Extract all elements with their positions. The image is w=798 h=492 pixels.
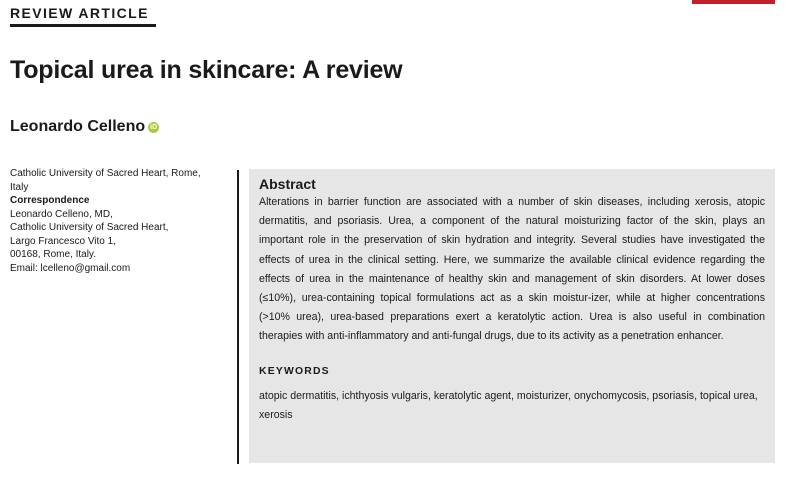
article-title: Topical urea in skincare: A review <box>10 56 403 84</box>
article-type-underline <box>10 24 156 27</box>
orcid-icon[interactable]: iD <box>150 123 158 131</box>
affiliation-block <box>10 167 220 275</box>
correspondence-line: Leonardo Celleno, MD, <box>10 208 113 220</box>
column-divider <box>237 170 239 464</box>
keywords-heading: KEYWORDS <box>259 365 330 377</box>
correspondence-line: Largo Francesco Vito 1, <box>10 235 116 247</box>
article-type-label: REVIEW ARTICLE <box>10 5 149 21</box>
correspondence-line: 00168, Rome, Italy. <box>10 249 96 260</box>
abstract-text: Alterations in barrier function are associated with a number of skin diseases, including xerosis, atopic dermatitis, and psoriasis. Urea, a component of the natural moisturizing factor of the skin, plays an important role in the preservation of skin hydration and integrity. Several studies have investigated the effects of urea in the clinical setting. Here, we summarize the available clinical evidence regarding the effects of urea in the maintenance of healthy skin and management of skin disorders. At lower doses (≤10%), urea-containing topical formulations act as a skin moistur-izer, while at higher concentrations (>10% urea), urea-based preparations exert a keratolytic action. Urea is also useful in combination therapies with anti-inflammatory and anti-fungal drugs, due to its activity as a penetration enhancer. <box>259 196 765 343</box>
author-name[interactable]: Leonardo Celleno <box>10 118 146 135</box>
correspondence-line: Catholic University of Sacred Heart, <box>10 222 169 233</box>
journal-tab <box>692 0 775 4</box>
abstract-heading: Abstract <box>259 176 316 192</box>
correspondence-email[interactable]: Email: lcelleno@gmail.com <box>10 262 131 274</box>
keywords-text: atopic dermatitis, ichthyosis vulgaris, keratolytic agent, moisturizer, onychomycosis, psoriasis, topical urea, xerosis <box>259 389 758 421</box>
abstract-box <box>249 169 775 463</box>
correspondence-label: Correspondence <box>10 195 90 206</box>
affiliation-institution: Catholic University of Sacred Heart, Rome, Italy <box>10 168 201 193</box>
author-row <box>10 118 159 136</box>
